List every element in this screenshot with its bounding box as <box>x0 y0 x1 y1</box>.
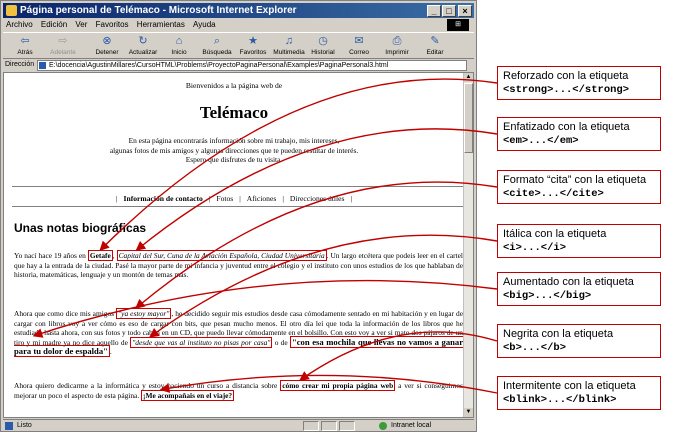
paragraph-2: Ahora que como dice mis amigos "ya estoy mayor" , he decidido seguir mis estudios desde casa cómodamente sentado en mi habitación y en lugar de cargar con libros voy a ver cómo es eso de cargar con bits, que pesan mucho menos. El otro día leí que toda la información de los libros que he estudiado hasta ahora, con sus fotos y todo caben en un CD, que puedo llevar cómodamente en el bolsillo. Con esto voy a ver si mato dos pájaros de un tiro y mi madre ya no dice aquello de "desde que vas al instituto no pisas por casa" o de "con esa mochila que llevas no vamos a ganar para tu dolor de espalda" . <box>14 309 464 357</box>
em-text: Capital del Sur, Cuna de la Aviación Española, Ciudad Universitaria <box>118 251 325 260</box>
media-icon: ♫ <box>284 35 294 47</box>
callout-strong: Reforzado con la etiqueta <strong>...</strong> <box>497 66 661 100</box>
callout-cite: Formato “cita” con la etiqueta <cite>...</cite> <box>497 170 661 204</box>
edit-button[interactable]: ✎ Editar <box>426 35 444 56</box>
zone-text: Intranet local <box>391 422 432 429</box>
menu-archivo[interactable]: Archivo <box>6 20 33 29</box>
callout-tag: <i>...</i> <box>503 242 567 254</box>
nav-hobbies-link[interactable]: Aficiones <box>246 194 277 203</box>
blink-text: ¡Me acompañais en el viaje? <box>143 390 233 400</box>
status-text: Listo <box>17 422 32 429</box>
edit-icon: ✎ <box>430 35 440 47</box>
address-value: E:\docencia\AgustinMillares\CursoHTML\Problems\ProyectoPaginaPersonal\Examples\PaginaPersonal3.html <box>49 62 389 69</box>
scroll-thumb[interactable] <box>464 83 473 153</box>
callout-tag: <cite>...</cite> <box>503 188 604 200</box>
menu-ayuda[interactable]: Ayuda <box>193 20 216 29</box>
forward-button[interactable]: ⇨ Adelante <box>50 35 76 56</box>
mail-icon: ✉ <box>354 35 364 47</box>
close-button[interactable]: × <box>458 5 472 17</box>
paragraph-1: Yo nací hace 19 años en Getafe , Capital del Sur, Cuna de la Aviación Española, Ciudad Universitaria . Un largo etcétera que podeis leer en el cartel que hay a la entrada de la ciudad. Pasé la mayor parte de mi infancia y juventud entre el colegio y el instituto con unos estudios de los que hablaban de historia, matemáticas, lenguaje y un montón de temas más. <box>14 251 463 280</box>
media-button[interactable]: ♫ Multimedia <box>273 35 305 56</box>
bold-text: cómo crear mi propia página web <box>282 381 394 390</box>
cite-text: "ya estoy mayor" <box>118 309 170 318</box>
stop-button[interactable]: ⊗ Detener <box>95 35 119 56</box>
scroll-up-icon[interactable]: ▲ <box>465 74 472 80</box>
refresh-button[interactable]: ↻ Actualizar <box>128 35 158 56</box>
print-icon: ⎙ <box>392 35 402 47</box>
page-viewport <box>3 72 474 418</box>
minimize-button[interactable]: _ <box>427 5 441 17</box>
callout-em: Enfatizado con la etiqueta <em>...</em> <box>497 117 661 151</box>
callout-big: Aumentado con la etiqueta <big>...</big> <box>497 272 661 306</box>
search-button[interactable]: ⌕ Búsqueda <box>202 35 232 56</box>
intro-text: En esta página encontrarás información sobre mi trabajo, mis intereses, algunas fotos de mis amigos y algunas direcciones que te pueden resultar de interés. Espero que disfrutes de tu visita. <box>109 136 359 165</box>
refresh-icon: ↻ <box>138 35 148 47</box>
toolbar <box>3 32 474 59</box>
home-icon: ⌂ <box>175 35 183 47</box>
page-nav: | Información de contacto | Fotos | Aficiones | Direcciones útiles | <box>115 194 352 203</box>
callout-blink: Intermitente con la etiqueta <blink>...</blink> <box>497 376 661 410</box>
callout-b: Negrita con la etiqueta <b>...</b> <box>497 324 661 358</box>
welcome-text: Bienvenidos a la página web de <box>185 81 283 90</box>
status-pane <box>321 421 337 431</box>
favorites-icon: ★ <box>248 35 258 47</box>
back-button[interactable]: ⇦ Atrás <box>17 35 33 56</box>
section-heading: Unas notas biográficas <box>14 221 147 235</box>
history-icon: ◷ <box>318 35 328 47</box>
windows-logo-icon: ⊞ <box>447 19 469 31</box>
status-pane <box>303 421 319 431</box>
address-label: Dirección <box>5 61 35 68</box>
vertical-scrollbar[interactable] <box>463 73 473 417</box>
address-bar <box>3 59 474 71</box>
menu-herramientas[interactable]: Herramientas <box>136 20 185 29</box>
maximize-button[interactable]: □ <box>442 5 456 17</box>
forward-arrow-icon: ⇨ <box>58 35 68 47</box>
callout-tag: <big>...</big> <box>503 290 592 302</box>
italic-text: "desde que vas al instituto no pisas por casa" <box>132 337 271 347</box>
big-text: "con esa mochila que llevas no vamos a ganar para tu dolor de espalda" <box>14 336 464 357</box>
page-icon <box>39 62 46 69</box>
back-arrow-icon: ⇦ <box>20 35 30 47</box>
divider <box>12 186 464 187</box>
address-input[interactable] <box>37 60 467 71</box>
window-title: Página personal de Telémaco - Microsoft Internet Explorer <box>20 5 297 16</box>
callout-tag: <blink>...</blink> <box>503 394 617 406</box>
history-button[interactable]: ◷ Historial <box>311 35 335 56</box>
title-bar <box>3 3 474 18</box>
print-button[interactable]: ⎙ Imprimir <box>385 35 409 56</box>
status-pane <box>339 421 355 431</box>
stop-icon: ⊗ <box>102 35 112 47</box>
paragraph-3: Ahora quiero dedicarme a la informática y estoy haciendo un curso a distancia sobre cómo crear mi propia página web a ver si conseguimos mejorar un poco el aspecto de esta página. ¡Me acompañais en el viaje? <box>14 381 464 400</box>
nav-links-link[interactable]: Direcciones útiles <box>289 194 345 203</box>
nav-contact-link[interactable]: Información de contacto <box>123 194 203 203</box>
menu-edicion[interactable]: Edición <box>40 20 68 29</box>
callout-i: Itálica con la etiqueta <i>...</i> <box>497 224 661 258</box>
divider <box>12 206 464 207</box>
home-button[interactable]: ⌂ Inicio <box>171 35 187 56</box>
page-title: Telémaco <box>199 103 269 122</box>
callout-tag: <strong>...</strong> <box>503 84 630 96</box>
status-bar <box>3 419 474 431</box>
callout-tag: <em>...</em> <box>503 135 579 147</box>
nav-photos-link[interactable]: Fotos <box>216 194 234 203</box>
scroll-down-icon[interactable]: ▼ <box>465 409 472 415</box>
search-icon: ⌕ <box>213 35 221 47</box>
menu-ver[interactable]: Ver <box>75 20 88 29</box>
menu-bar <box>3 19 474 31</box>
page-icon <box>5 422 13 430</box>
menu-favoritos[interactable]: Favoritos <box>95 20 129 29</box>
strong-text: Getafe <box>89 251 111 260</box>
favorites-button[interactable]: ★ Favoritos <box>239 35 267 56</box>
ie-icon <box>6 5 17 16</box>
intranet-icon <box>379 422 387 430</box>
callout-tag: <b>...</b> <box>503 342 567 354</box>
mail-button[interactable]: ✉ Correo <box>349 35 369 56</box>
